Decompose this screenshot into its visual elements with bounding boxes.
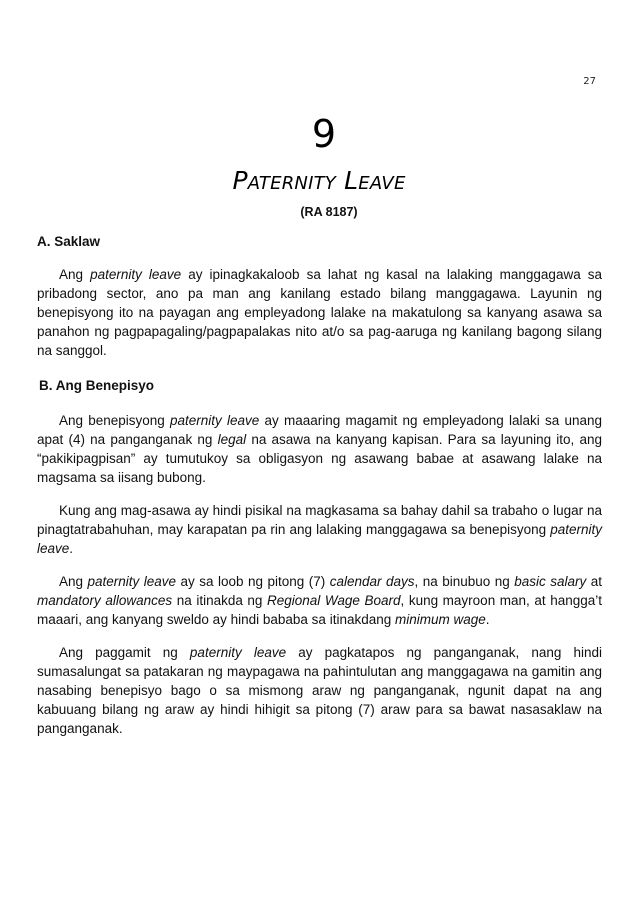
section-b-paragraph-1: [37, 411, 602, 487]
text-run: Ang benepisyong: [59, 413, 171, 428]
section-a-heading: A. Saklaw: [37, 234, 101, 249]
italic-term: paternity leave: [90, 267, 182, 282]
italic-term: calendar days: [329, 574, 415, 589]
text-run: ay ipinagkakaloob sa lahat ng kasal na lalaking manggagawa sa pribadong sector, ano pa man ang kanilang estado bilang manggagawa. Layunin ng benepisyong ito na payagan ang empleyadong lalake na makatulong sa kanyang asawa sa panahon ng pagpapagaling/pagpapalakas nito at/o sa pag-aaruga ng kanilang bagong silang na sanggol.: [37, 267, 602, 358]
text-run: na itinakda ng: [172, 593, 268, 608]
text-run: Ang paggamit ng: [59, 645, 190, 660]
italic-term: paternity leave: [37, 522, 602, 556]
section-b-paragraph-3: [37, 572, 602, 629]
italic-term: Regional Wage Board: [267, 593, 401, 608]
italic-term: paternity leave: [170, 413, 260, 428]
text-run: ay sa loob ng pitong (7): [176, 574, 330, 589]
italic-term: legal: [217, 432, 247, 447]
italic-term: basic salary: [514, 574, 587, 589]
section-b-heading: B. Ang Benepisyo: [39, 378, 155, 393]
italic-term: minimum wage: [395, 612, 486, 627]
text-run: , kung mayroon man, at hangga’t maaari, ang kanyang sweldo ay hindi bababa sa itinakdang: [37, 593, 602, 627]
text-run: na asawa na kanyang kapisan. Para sa layuning ito, ang “pakikipagpisan” ay tumutukoy sa obligasyon ng asawang babae at asawang lalake na magsama sa iisang bubong.: [37, 432, 603, 485]
text-run: .: [485, 612, 490, 627]
italic-term: mandatory allowances: [37, 593, 173, 608]
section-a-paragraph: [37, 265, 602, 360]
text-run: Ang: [59, 267, 91, 282]
chapter-number: 9: [311, 112, 337, 156]
text-run: .: [69, 541, 74, 556]
text-run: ay pagkatapos ng panganganak, nang hindi sumasalungat sa patakaran ng maypagawa na pahintulutan ang manggagawa na gamitin ang nasabing benepisyo bago o sa mismong araw ng panganganak, ngunit dapat na ang kabuuang bilang ng araw ay hindi hihigit sa pitong (7) araw para sa bawat nasasaklaw na panganganak.: [37, 645, 602, 736]
text-run: Ang: [59, 574, 88, 589]
page-body: [37, 232, 602, 738]
chapter-title: Paternity Leave: [232, 166, 406, 195]
italic-term: paternity leave: [189, 645, 287, 660]
text-run: Kung ang mag-asawa ay hindi pisikal na magkasama sa bahay dahil sa trabaho o lugar na pinagtatrabahuhan, may karapatan pa rin ang lalaking manggagawa sa benepisyong: [37, 503, 602, 537]
page-number: 27: [583, 76, 596, 87]
italic-term: paternity leave: [87, 574, 177, 589]
text-run: ay maaaring magamit ng empleyadong lalaki sa unang apat (4) na panganganak ng: [37, 413, 602, 447]
text-run: , na binubuo ng: [414, 574, 515, 589]
law-reference: (RA 8187): [300, 205, 358, 219]
text-run: at: [586, 574, 602, 589]
section-b-paragraph-2: [37, 501, 602, 558]
section-b-paragraph-4: [37, 643, 602, 738]
